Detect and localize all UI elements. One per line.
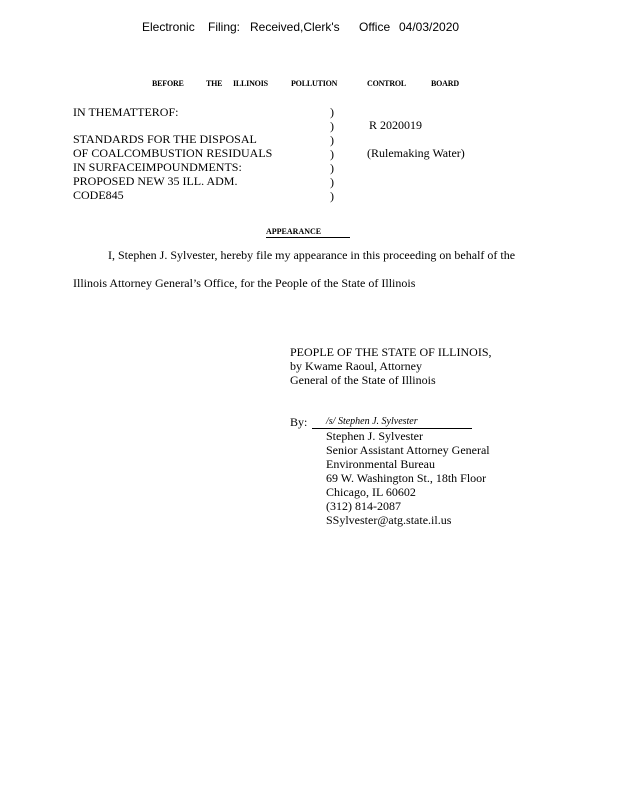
filing-date: 04/03/2020 [399,20,460,34]
board-title-word: POLLUTION [291,79,338,88]
caption-line: STANDARDS FOR THE DISPOSAL [73,132,257,146]
filing-header-office: Office [359,20,391,34]
board-title-word: CONTROL [367,79,407,88]
docket-number: R 2020019 [369,118,423,132]
signer-line: 69 W. Washington St., 18th Floor [326,471,487,485]
signer-line: Senior Assistant Attorney General [326,443,490,457]
filing-header-filing: Filing: [208,20,241,34]
caption-paren: ) [330,175,334,189]
electronic-signature: /s/ Stephen J. Sylvester [312,416,472,429]
caption-line: OF COALCOMBUSTION RESIDUALS [73,146,273,160]
caption-line: CODE845 [73,188,124,202]
signer-line: Stephen J. Sylvester [326,429,423,443]
caption-paren: ) [330,189,334,203]
filing-header-electronic: Electronic [142,20,195,34]
board-title-word: THE [206,79,223,88]
caption-in-matter: IN THEMATTEROF: [73,105,179,119]
signer-line: Chicago, IL 60602 [326,485,416,499]
caption-line: IN SURFACEIMPOUNDMENTS: [73,160,242,174]
caption-paren: ) [330,105,334,119]
party-line: PEOPLE OF THE STATE OF ILLINOIS, [290,345,492,359]
board-title-word: BEFORE [152,79,184,88]
caption-paren: ) [330,147,334,161]
caption-paren: ) [330,119,334,133]
board-title-word: BOARD [431,79,459,88]
signer-line: Environmental Bureau [326,457,435,471]
appearance-heading: APPEARANCE [266,227,350,238]
caption-paren: ) [330,161,334,175]
filing-header-received: Received,Clerk's [250,20,340,34]
caption-paren: ) [330,133,334,147]
party-line: General of the State of Illinois [290,373,436,387]
board-title-word: ILLINOIS [233,79,268,88]
caption-line: PROPOSED NEW 35 ILL. ADM. [73,174,238,188]
signer-line: (312) 814-2087 [326,499,401,513]
docket-type: (Rulemaking Water) [367,146,465,160]
body-line-1: I, Stephen J. Sylvester, hereby file my appearance in this proceeding on behalf of the [108,248,516,262]
signer-email: SSylvester@atg.state.il.us [326,513,452,527]
body-line-2: Illinois Attorney General’s Office, for the People of the State of Illinois [73,276,416,290]
by-label: By: [290,415,308,429]
party-line: by Kwame Raoul, Attorney [290,359,422,373]
